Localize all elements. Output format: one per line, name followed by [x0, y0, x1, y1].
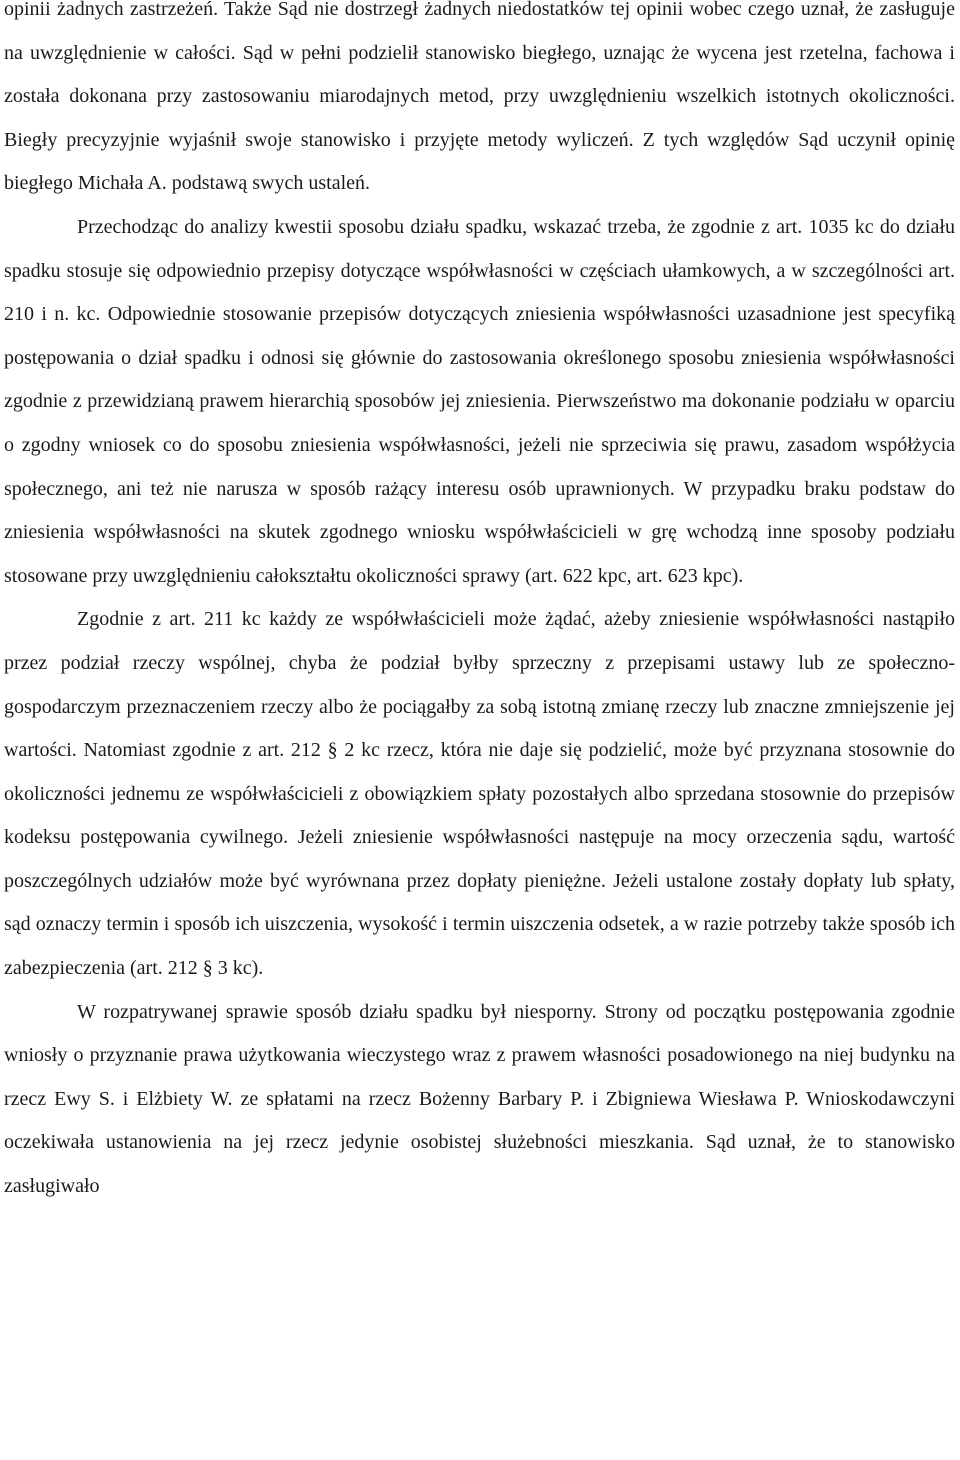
paragraph-case-assessment: W rozpatrywanej sprawie sposób działu spadku był niesporny. Strony od początku postępowania zgodnie wniosły o przyznanie prawa użytkowania wieczystego wraz z prawem własności posadowionego na niej budynku na rzecz Ewy S. i Elżbiety W. ze spłatami na rzecz Bożenny Barbary P. i Zbigniewa Wiesława P. Wnioskodawczyni oczekiwała ustanowienia na jej rzecz jedynie osobistej służebności mieszkania. Sąd uznał, że to stanowisko zasługiwało — [4, 1000, 955, 1198]
paragraph-estate-division-method: Przechodząc do analizy kwestii sposobu działu spadku, wskazać trzeba, że zgodnie z art. 1035 kc do działu spadku stosuje się odpowiednio przepisy dotyczące współwłasności w częściach ułamkowych, a w szczególności art. 210 i n. kc. Odpowiednie stosowanie przepisów dotyczących zniesienia współwłasności uzasadnione jest specyfiką postępowania o dział spadku i odnosi się głównie do zastosowania określonego sposobu zniesienia współwłasności zgodnie z przewidzianą prawem hierarchią sposobów jej zniesienia. Pierwszeństwo ma dokonanie podziału w oparciu o zgodny wniosek co do sposobu zniesienia współwłasności, jeżeli nie sprzeciwia się prawu, zasadom współżycia społecznego, ani też nie narusza w sposób rażący interesu osób uprawnionych. W przypadku braku podstaw do zniesienia współwłasności na skutek zgodnego wniosku współwłaścicieli w grę wchodzą inne sposoby podziału stosowane przy uwzględnieniu całokształtu okoliczności sprawy (art. 622 kpc, art. 623 kpc). — [4, 215, 955, 587]
paragraph-art-211-212: Zgodnie z art. 211 kc każdy ze współwłaścicieli może żądać, ażeby zniesienie współwłasności nastąpiło przez podział rzeczy wspólnej, chyba że podział byłby sprzeczny z przepisami ustawy lub ze społeczno-gospodarczym przeznaczeniem rzeczy albo że pociągałby za sobą istotną zmianę rzeczy lub znaczne zmniejszenie jej wartości. Natomiast zgodnie z art. 212 § 2 kc rzecz, która nie daje się podzielić, może być przyznana stosownie do okoliczności jednemu ze współwłaścicieli z obowiązkiem spłaty pozostałych albo sprzedana stosownie do przepisów kodeksu postępowania cywilnego. Jeżeli zniesienie współwłasności następuje na mocy orzeczenia sądu, wartość poszczególnych udziałów może być wyrównana przez dopłaty pieniężne. Jeżeli ustalone zostały dopłaty lub spłaty, sąd oznaczy termin i sposób ich uiszczenia, wysokość i termin uiszczenia odsetek, a w razie potrzeby także sposób ich zabezpieczenia (art. 212 § 3 kc). — [4, 608, 955, 980]
paragraph-expert-opinion: opinii żadnych zastrzeżeń. Także Sąd nie dostrzegł żadnych niedostatków tej opinii wobec czego uznał, że zasługuje na uwzględnienie w całości. Sąd w pełni podzielił stanowisko biegłego, uznając że wycena jest rzetelna, fachowa i została dokonana przy zastosowaniu miarodajnych metod, przy uwzględnieniu wszelkich istotnych okoliczności. Biegły precyzyjnie wyjaśnił swoje stanowisko i przyjęte metody wyliczeń. Z tych względów Sąd uczynił opinię biegłego Michała A. podstawą swych ustaleń. — [4, 0, 955, 195]
document-page — [4, 0, 955, 1209]
